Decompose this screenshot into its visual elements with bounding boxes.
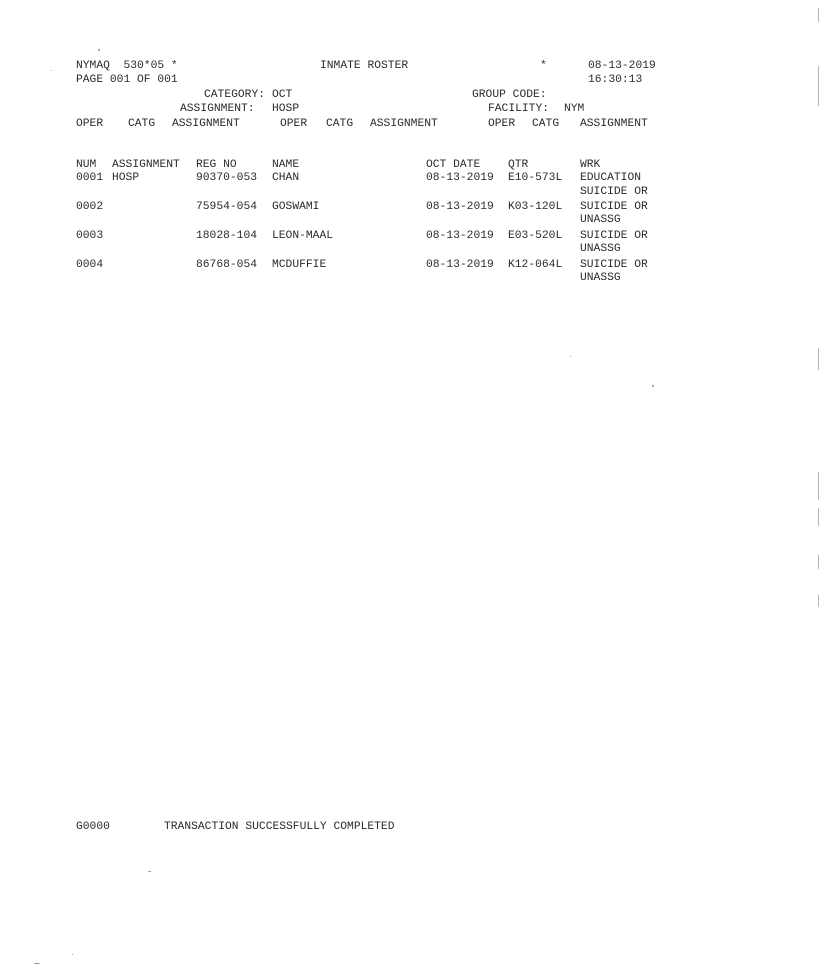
- scan-edge-mark: [818, 348, 819, 370]
- row-num: 0004: [76, 259, 104, 271]
- row-wrk-line1: SUICIDE OR: [580, 201, 648, 213]
- header-star: *: [540, 60, 547, 72]
- row-name: MCDUFFIE: [272, 259, 327, 271]
- row-num: 0001: [76, 172, 104, 184]
- row-qtr: K03-120L: [508, 201, 563, 213]
- scan-edge-mark: [818, 8, 819, 22]
- col-qtr: QTR: [508, 159, 529, 171]
- row-oct-date: 08-13-2019: [426, 201, 494, 213]
- group-code-label: GROUP CODE:: [472, 89, 547, 101]
- facility-label: FACILITY:: [488, 103, 550, 115]
- row-wrk-line2: UNASSG: [580, 214, 621, 226]
- row-wrk-line1: SUICIDE OR: [580, 259, 648, 271]
- scan-speck: [98, 49, 100, 51]
- category-label: CATEGORY:: [204, 89, 266, 101]
- row-oct-date: 08-13-2019: [426, 172, 494, 184]
- row-reg-no: 18028-104: [196, 230, 258, 242]
- col-num: NUM: [76, 159, 97, 171]
- row-wrk-line2: SUICIDE OR: [580, 186, 648, 198]
- report-title: INMATE ROSTER: [320, 60, 409, 72]
- col-oct-date: OCT DATE: [426, 159, 481, 171]
- assignment-value: HOSP: [272, 103, 300, 115]
- row-reg-no: 86768-054: [196, 259, 258, 271]
- system-id: NYMAQ 530*05 *: [76, 60, 178, 72]
- col-name: NAME: [272, 159, 300, 171]
- report-time: 16:30:13: [588, 74, 643, 86]
- row-oct-date: 08-13-2019: [426, 230, 494, 242]
- row-qtr: K12-064L: [508, 259, 563, 271]
- col-wrk: WRK: [580, 159, 601, 171]
- row-name: CHAN: [272, 172, 300, 184]
- row-qtr: E10-573L: [508, 172, 563, 184]
- row-reg-no: 90370-053: [196, 172, 258, 184]
- col-assignment: ASSIGNMENT: [112, 159, 180, 171]
- row-wrk-line2: UNASSG: [580, 243, 621, 255]
- row-wrk-line2: UNASSG: [580, 272, 621, 284]
- row-num: 0003: [76, 230, 104, 242]
- assignment-label: ASSIGNMENT:: [180, 103, 255, 115]
- row-num: 0002: [76, 201, 104, 213]
- catg-header-1: CATG: [128, 118, 156, 130]
- row-name: GOSWAMI: [272, 201, 320, 213]
- scan-speck: [652, 385, 654, 387]
- scan-edge-mark: [818, 66, 819, 106]
- facility-value: NYM: [564, 103, 585, 115]
- row-wrk-line1: SUICIDE OR: [580, 230, 648, 242]
- scan-speck: [34, 963, 40, 964]
- scan-speck: [148, 871, 151, 872]
- row-name: LEON-MAAL: [272, 230, 334, 242]
- row-assignment: HOSP: [112, 172, 140, 184]
- row-wrk-line1: EDUCATION: [580, 172, 642, 184]
- assignment-header-3: ASSIGNMENT: [580, 118, 648, 130]
- scan-edge-mark: [818, 555, 819, 569]
- row-reg-no: 75954-054: [196, 201, 258, 213]
- row-qtr: E03-520L: [508, 230, 563, 242]
- assignment-header-1: ASSIGNMENT: [172, 118, 240, 130]
- oper-header-2: OPER: [280, 118, 308, 130]
- report-date: 08-13-2019: [588, 60, 656, 72]
- scan-edge-mark: [818, 508, 819, 526]
- assignment-header-2: ASSIGNMENT: [370, 118, 438, 130]
- scan-edge-mark: [818, 472, 819, 500]
- scan-speck: [570, 356, 571, 357]
- category-value: OCT: [272, 89, 293, 101]
- status-code: G0000: [76, 821, 110, 833]
- oper-header-1: OPER: [76, 118, 104, 130]
- scan-edge-mark: [818, 595, 819, 607]
- status-message: TRANSACTION SUCCESSFULLY COMPLETED: [164, 821, 395, 833]
- catg-header-3: CATG: [532, 118, 560, 130]
- page-indicator: PAGE 001 OF 001: [76, 74, 178, 86]
- oper-header-3: OPER: [488, 118, 516, 130]
- scan-speck: [51, 70, 52, 71]
- col-reg-no: REG NO: [196, 159, 237, 171]
- row-oct-date: 08-13-2019: [426, 259, 494, 271]
- catg-header-2: CATG: [326, 118, 354, 130]
- scan-speck: [72, 954, 73, 955]
